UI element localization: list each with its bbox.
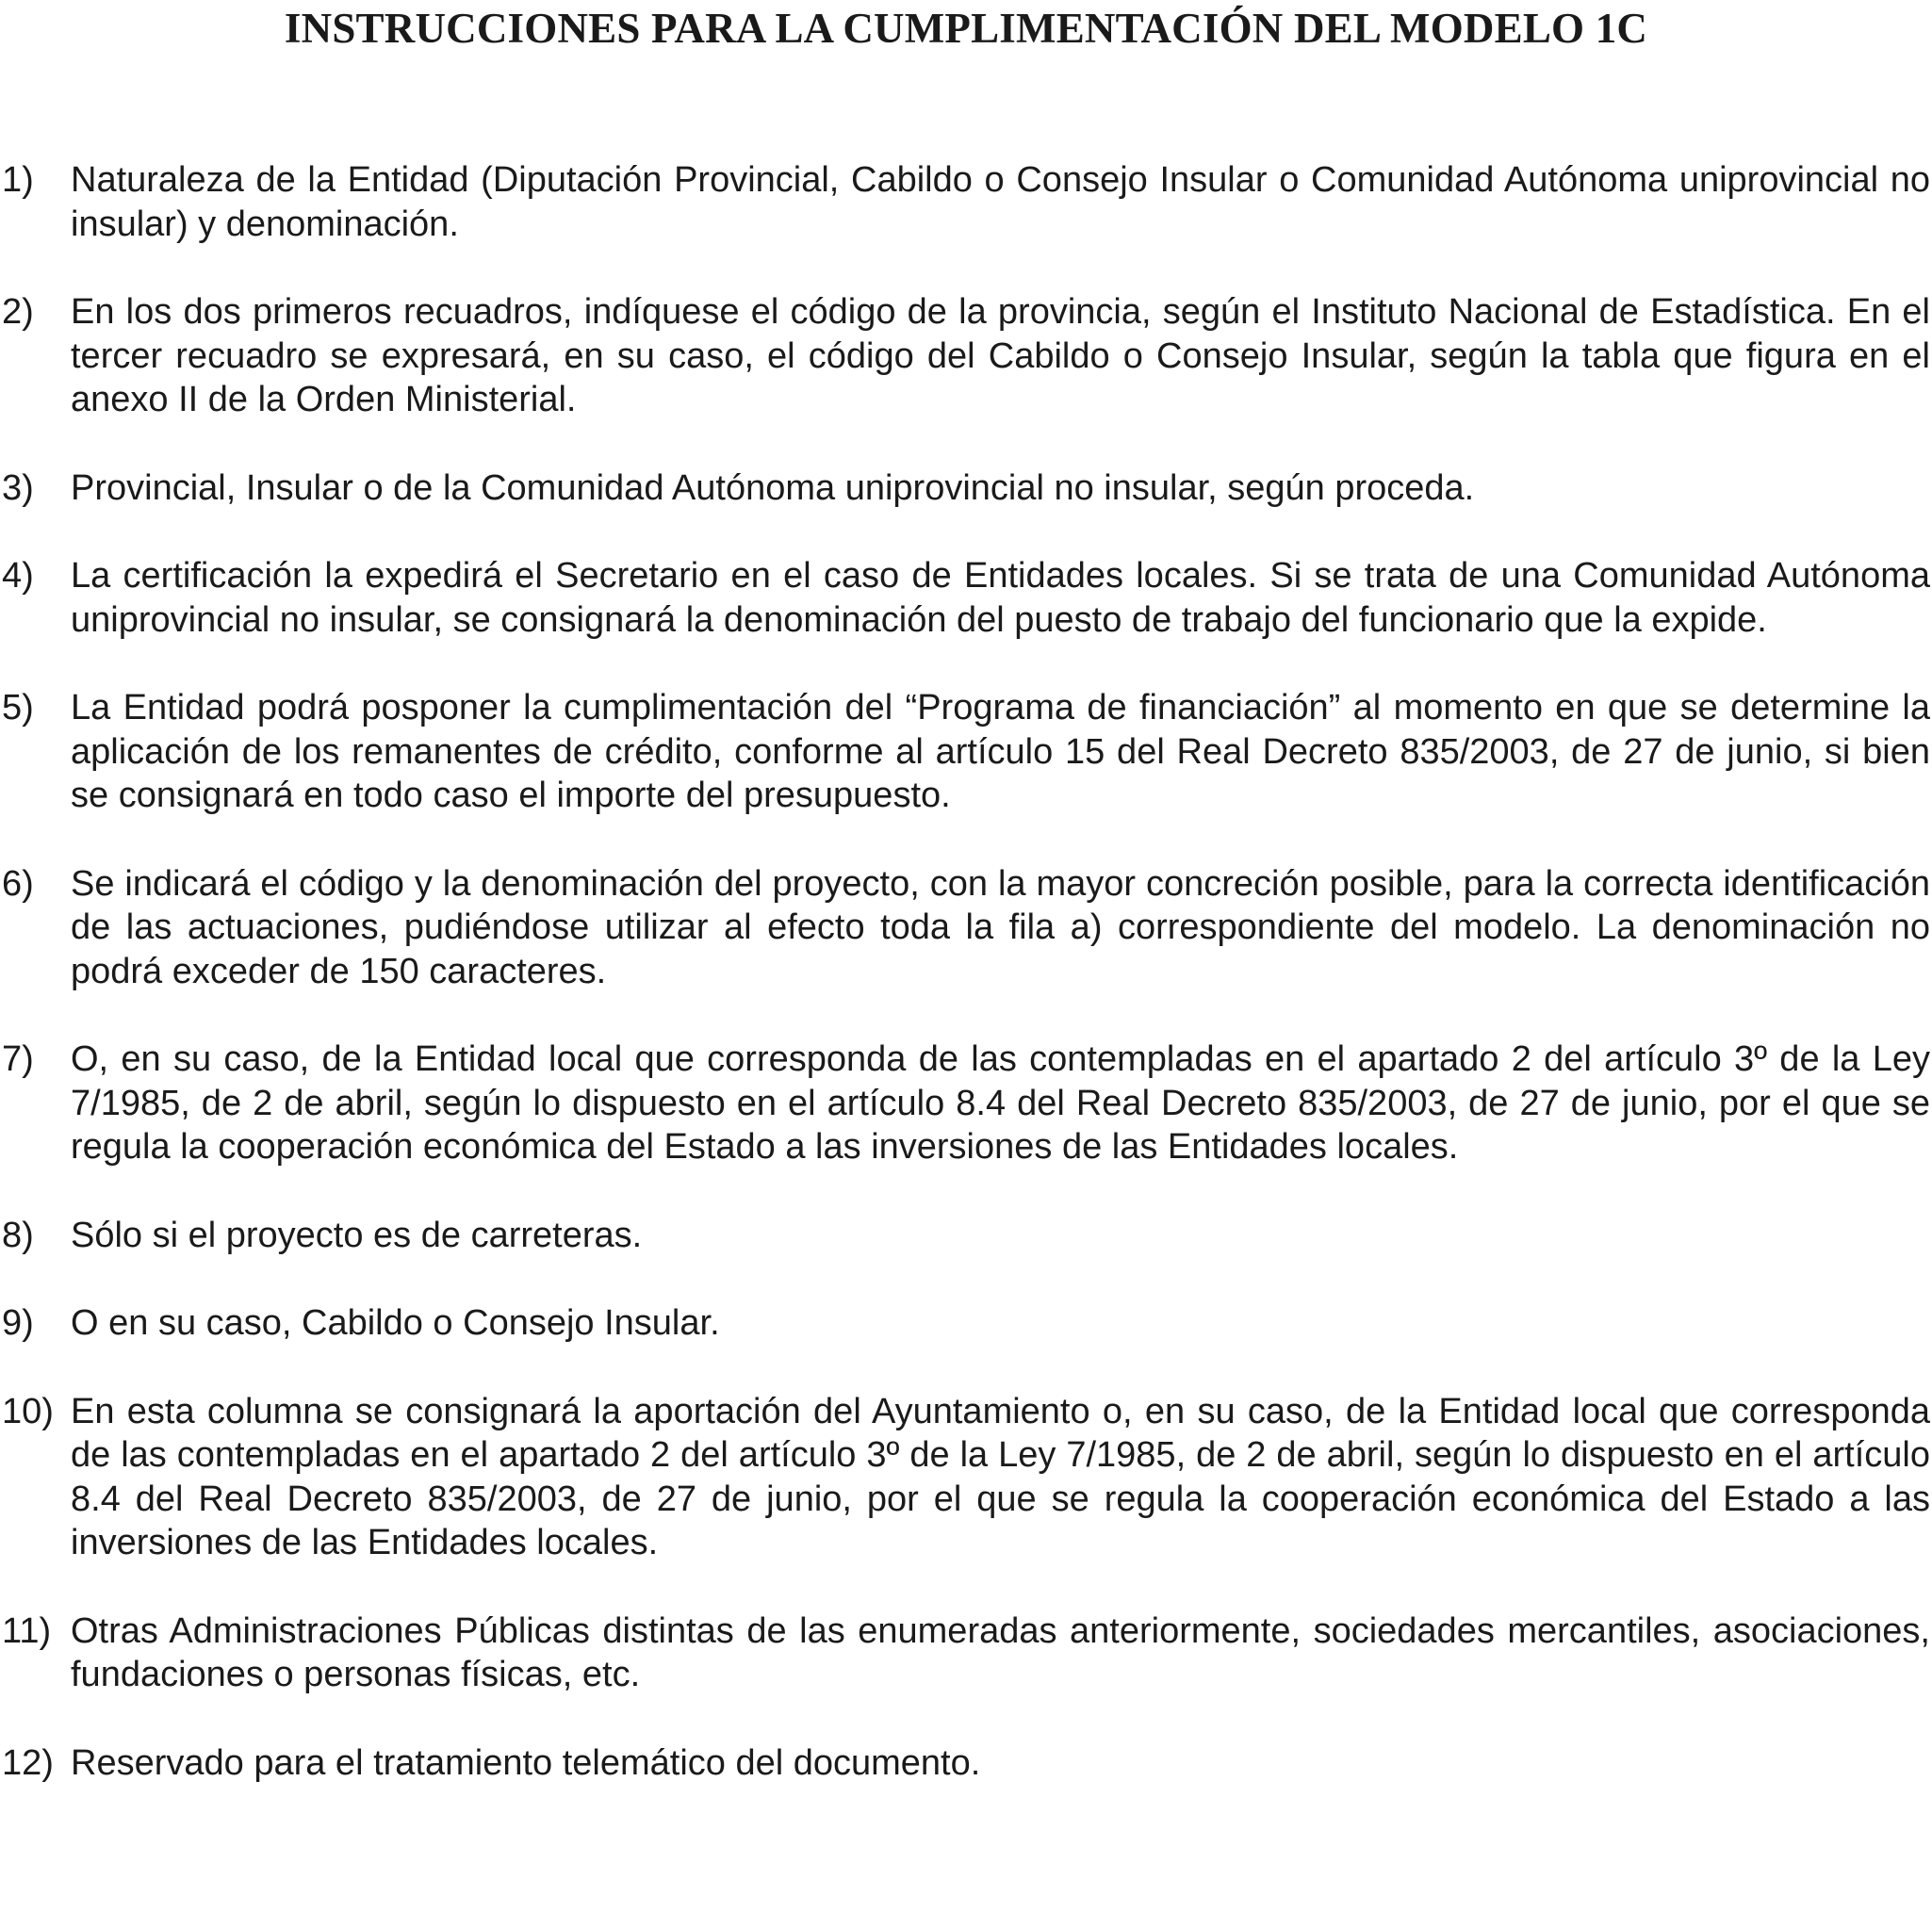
instruction-text: En esta columna se consignará la aportación del Ayuntamiento o, en su caso, de la Entidad local que corresponda de las contempladas en el apartado 2 del artículo 3º de la Ley 7/1985, de 2 de abril, según lo dispuesto en el artículo 8.4 del Real Decreto 835/2003, de 27 de junio, por el que se regula la cooperación económica del Estado a las inversiones de las Entidades locales. (71, 1391, 1930, 1562)
instruction-number: 1) (2, 160, 34, 200)
instruction-number: 7) (2, 1039, 34, 1079)
instruction-number: 11) (2, 1610, 52, 1651)
instruction-item (0, 1214, 1932, 1258)
instruction-text: Se indicará el código y la denominación del proyecto, con la mayor concreción posible, para la correcta identificación de las actuaciones, pudiéndose utilizar al efecto toda la fila a) correspondiente del modelo. La denominación no podrá exceder de 150 caracteres. (71, 863, 1930, 991)
instruction-text: La Entidad podrá posponer la cumplimentación del “Programa de financiación” al momento en que se determine la aplicación de los remanentes de crédito, conforme al artículo 15 del Real Decreto 835/2003, de 27 de junio, si bien se consignará en todo caso el importe del presupuesto. (71, 688, 1930, 815)
instruction-item (0, 290, 1932, 422)
instruction-item (0, 686, 1932, 818)
instruction-text: La certificación la expedirá el Secretario en el caso de Entidades locales. Si se trata de una Comunidad Autónoma uniprovincial no insular, se consignará la denominación del puesto de trabajo del funcionario que la expide. (71, 556, 1930, 640)
instruction-number: 6) (2, 863, 34, 904)
instruction-item (0, 1610, 1932, 1697)
instruction-item (0, 1741, 1932, 1786)
instruction-text: En los dos primeros recuadros, indíquese el código de la provincia, según el Instituto Nacional de Estadística. En el tercer recuadro se expresará, en su caso, el código del Cabildo o Consejo Insular, según la tabla que figura en el anexo II de la Orden Ministerial. (71, 292, 1930, 419)
instruction-item (0, 1390, 1932, 1565)
document-title: INSTRUCCIONES PARA LA CUMPLIMENTACIÓN DEL MODELO 1C (284, 5, 1648, 52)
instruction-item (0, 1301, 1932, 1346)
instruction-number: 5) (2, 688, 34, 727)
instruction-number: 10) (2, 1391, 54, 1431)
instruction-text: Otras Administraciones Públicas distintas de las enumeradas anteriormente, sociedades mercantiles, asociaciones, fundaciones o personas físicas, etc. (71, 1610, 1930, 1694)
instruction-number: 3) (2, 467, 34, 508)
instruction-number: 8) (2, 1215, 34, 1255)
instruction-text: Sólo si el proyecto es de carreteras. (71, 1215, 643, 1255)
instruction-item (0, 554, 1932, 642)
instruction-item (0, 1038, 1932, 1169)
instruction-number: 2) (2, 292, 34, 332)
instruction-item (0, 158, 1932, 246)
instruction-text: O en su caso, Cabildo o Consejo Insular. (71, 1303, 720, 1343)
instruction-item (0, 862, 1932, 994)
instruction-text: Reservado para el tratamiento telemático del documento. (71, 1742, 981, 1783)
instruction-number: 9) (2, 1303, 34, 1343)
instruction-number: 12) (2, 1742, 54, 1783)
instruction-item (0, 466, 1932, 511)
instruction-text: Provincial, Insular o de la Comunidad Autónoma uniprovincial no insular, según proceda. (71, 467, 1475, 508)
instruction-text: Naturaleza de la Entidad (Diputación Provincial, Cabildo o Consejo Insular o Comunidad Autónoma uniprovincial no insular) y denominación. (71, 160, 1930, 244)
instruction-text: O, en su caso, de la Entidad local que corresponda de las contempladas en el apartado 2 del artículo 3º de la Ley 7/1985, de 2 de abril, según lo dispuesto en el artículo 8.4 del Real Decreto 835/2003, de 27 de junio, por el que se regula la cooperación económica del Estado a las inversiones de las Entidades locales. (71, 1039, 1930, 1167)
instructions-list (0, 158, 1932, 1785)
instruction-number: 4) (2, 556, 34, 596)
